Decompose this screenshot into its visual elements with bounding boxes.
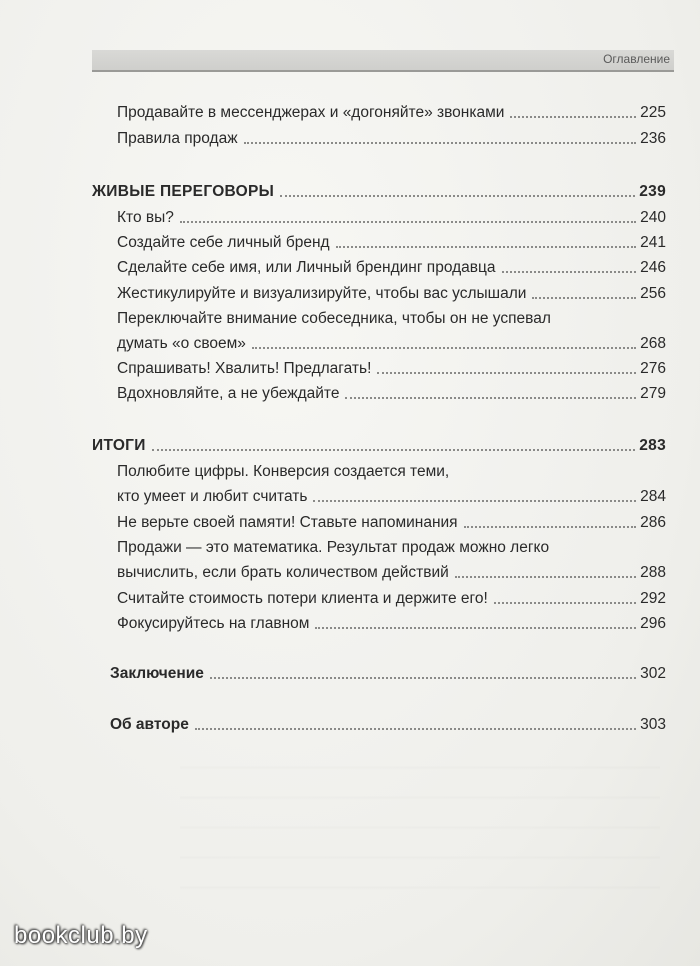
toc-entry-title: Жестикулируйте и визуализируйте, чтобы вас услышали — [117, 285, 527, 302]
toc-entry-title: думать «о своем» — [117, 335, 246, 352]
toc-page-number: 296 — [640, 615, 666, 632]
toc-page-number: 236 — [640, 130, 666, 147]
site-watermark: bookclub.by — [14, 922, 148, 949]
toc-entry-title: Сделайте себе имя, или Личный брендинг продавца — [117, 259, 496, 276]
toc-entry-title: кто умеет и любит считать — [117, 488, 308, 505]
leader-dots — [313, 500, 636, 502]
toc-entry — [117, 104, 666, 122]
leader-dots — [244, 142, 637, 144]
leader-dots — [210, 677, 636, 679]
toc-page-number: 240 — [640, 209, 666, 226]
toc-section-heading — [92, 437, 666, 455]
running-head-title: Оглавление — [603, 52, 670, 66]
toc-page-number: 279 — [640, 385, 666, 402]
toc-entry — [117, 564, 666, 582]
toc-entry — [117, 259, 666, 277]
leader-dots — [280, 195, 635, 197]
toc-entry-title: Создайте себе личный бренд — [117, 234, 330, 251]
toc-page-number: 283 — [639, 437, 666, 454]
toc-page-number: 303 — [640, 716, 666, 733]
toc-page-number: 288 — [640, 564, 666, 581]
leader-dots — [455, 576, 636, 578]
toc-page-number: 225 — [640, 104, 666, 121]
leader-dots — [510, 116, 636, 118]
toc-entry-title-line1: Переключайте внимание собеседника, чтобы он не успевал — [117, 310, 551, 327]
toc-entry-title: Не верьте своей памяти! Ставьте напоминания — [117, 514, 458, 531]
leader-dots — [494, 602, 636, 604]
toc-entry-title: вычислить, если брать количеством действий — [117, 564, 449, 581]
toc-entry-about-author — [110, 716, 666, 734]
toc-entry-title: Кто вы? — [117, 209, 174, 226]
toc-section-heading — [92, 183, 666, 201]
toc-page-number: 292 — [640, 590, 666, 607]
leader-dots — [532, 297, 636, 299]
toc-entry-conclusion — [110, 665, 666, 683]
toc-entry-title: Фокусируйтесь на главном — [117, 615, 310, 632]
toc-entry-title-line1: Продажи — это математика. Результат продаж можно легко — [117, 539, 550, 556]
toc-entry — [117, 590, 666, 608]
toc-entry — [117, 514, 666, 532]
toc-entry-title: Заключение — [110, 665, 204, 682]
toc-page-number: 284 — [640, 488, 666, 505]
toc-entry — [117, 335, 666, 353]
toc-entry-title: Об авторе — [110, 716, 189, 733]
leader-dots — [180, 221, 636, 223]
toc-entry — [117, 615, 666, 633]
toc-entry-title: Спрашивать! Хвалить! Предлагать! — [117, 360, 372, 377]
toc-page-number: 268 — [640, 335, 666, 352]
leader-dots — [195, 728, 636, 730]
toc-entry — [117, 234, 666, 252]
toc-entry-title: Правила продаж — [117, 130, 238, 147]
toc-entry — [117, 488, 666, 506]
toc-entry-title: Вдохновляйте, а не убеждайте — [117, 385, 340, 402]
toc-page-number: 302 — [640, 665, 666, 682]
leader-dots — [252, 347, 636, 349]
leader-dots — [502, 271, 637, 273]
toc-section-title: ИТОГИ — [92, 437, 146, 454]
toc-entry-title: Считайте стоимость потери клиента и держите его! — [117, 590, 488, 607]
toc-page-number: 241 — [640, 234, 666, 251]
toc-page-number: 239 — [639, 183, 666, 200]
toc-section-title: ЖИВЫЕ ПЕРЕГОВОРЫ — [92, 183, 275, 200]
toc-entry — [117, 360, 666, 378]
leader-dots — [345, 397, 636, 399]
leader-dots — [336, 246, 637, 248]
toc-page-number: 276 — [640, 360, 666, 377]
toc-entry — [117, 209, 666, 227]
toc-page-number: 286 — [640, 514, 666, 531]
toc-entry-title: Продавайте в мессенджерах и «догоняйте» звонками — [117, 104, 505, 121]
leader-dots — [377, 372, 636, 374]
leader-dots — [152, 449, 636, 451]
toc-entry — [117, 130, 666, 148]
toc-page-number: 256 — [640, 285, 666, 302]
toc-page-number: 246 — [640, 259, 666, 276]
toc-entry-title-line1: Полюбите цифры. Конверсия создается теми, — [117, 463, 450, 480]
running-header — [92, 50, 674, 72]
leader-dots — [315, 627, 636, 629]
toc-entry — [117, 385, 666, 403]
bleed-through-texture — [180, 740, 660, 890]
leader-dots — [464, 526, 637, 528]
toc-entry — [117, 285, 666, 303]
